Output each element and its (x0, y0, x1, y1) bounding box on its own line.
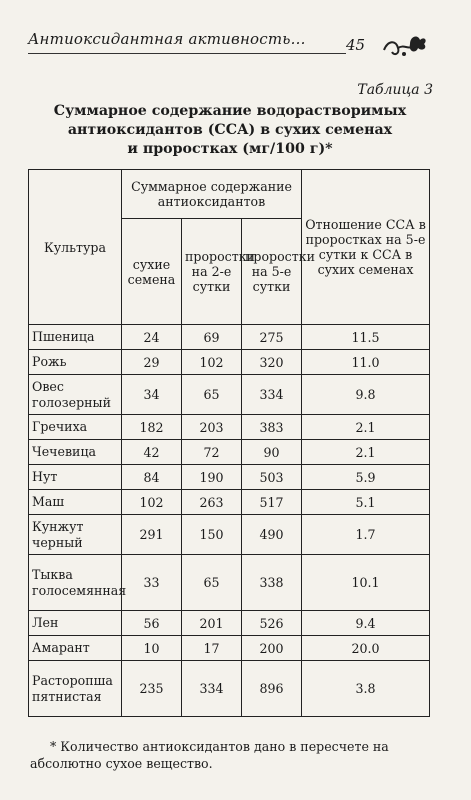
table-title-line: и проростках (мг/100 г)* (127, 141, 333, 157)
table-row (29, 555, 430, 611)
table-title-line: Суммарное содержание водорастворимых (53, 103, 407, 119)
day2-cell: 65 (182, 375, 242, 415)
table-row (29, 350, 430, 375)
crop-cell: Тыква голосемянная (29, 555, 122, 611)
ratio-cell: 9.8 (302, 375, 430, 415)
crop-cell: Амарант (29, 636, 122, 661)
table-row (29, 375, 430, 415)
dry-seeds-cell: 84 (122, 465, 182, 490)
day5-cell: 383 (242, 415, 302, 440)
table-row (29, 515, 430, 555)
table-row (29, 611, 430, 636)
crop-cell: Пшеница (29, 325, 122, 350)
ratio-cell: 5.1 (302, 490, 430, 515)
table-label: Таблица 3 (357, 82, 433, 98)
header-day2: проростки на 2-е сутки (182, 219, 242, 325)
day5-cell: 490 (242, 515, 302, 555)
header-day5: проростки на 5-е сутки (242, 219, 302, 325)
table-row (29, 465, 430, 490)
header-group: Суммарное содержание антиоксидантов (122, 170, 302, 219)
table-title-line: антиоксидантов (ССА) в сухих семенах (67, 122, 393, 138)
antioxidant-table (28, 169, 430, 717)
floral-ornament-icon (380, 30, 430, 62)
dry-seeds-cell: 235 (122, 661, 182, 717)
dry-seeds-cell: 182 (122, 415, 182, 440)
table-row (29, 661, 430, 717)
ratio-cell: 11.5 (302, 325, 430, 350)
day5-cell: 517 (242, 490, 302, 515)
crop-cell: Кунжут черный (29, 515, 122, 555)
day2-cell: 201 (182, 611, 242, 636)
crop-cell: Гречиха (29, 415, 122, 440)
ratio-cell: 3.8 (302, 661, 430, 717)
day5-cell: 90 (242, 440, 302, 465)
day5-cell: 526 (242, 611, 302, 636)
dry-seeds-cell: 34 (122, 375, 182, 415)
day2-cell: 17 (182, 636, 242, 661)
table-row (29, 440, 430, 465)
ratio-cell: 9.4 (302, 611, 430, 636)
ratio-cell: 2.1 (302, 415, 430, 440)
day2-cell: 65 (182, 555, 242, 611)
dry-seeds-cell: 33 (122, 555, 182, 611)
dry-seeds-cell: 24 (122, 325, 182, 350)
day5-cell: 896 (242, 661, 302, 717)
header-crop: Культура (29, 170, 122, 325)
day2-cell: 203 (182, 415, 242, 440)
header-ratio: Отношение ССА в проростках на 5-е сутки к ССА в сухих семенах (302, 170, 430, 325)
header-rule (28, 53, 346, 54)
day5-cell: 275 (242, 325, 302, 350)
crop-cell: Лен (29, 611, 122, 636)
crop-cell: Маш (29, 490, 122, 515)
crop-cell: Нут (29, 465, 122, 490)
crop-cell: Чечевица (29, 440, 122, 465)
table-row (29, 490, 430, 515)
ratio-cell: 5.9 (302, 465, 430, 490)
dry-seeds-cell: 10 (122, 636, 182, 661)
table-row (29, 415, 430, 440)
page-header (24, 26, 454, 66)
ratio-cell: 2.1 (302, 440, 430, 465)
crop-cell: Рожь (29, 350, 122, 375)
ratio-cell: 1.7 (302, 515, 430, 555)
table-row (29, 325, 430, 350)
dry-seeds-cell: 42 (122, 440, 182, 465)
table-row (29, 636, 430, 661)
page-number: 45 (346, 36, 366, 54)
crop-cell: Овес голозерный (29, 375, 122, 415)
dry-seeds-cell: 56 (122, 611, 182, 636)
day5-cell: 503 (242, 465, 302, 490)
day2-cell: 69 (182, 325, 242, 350)
dry-seeds-cell: 29 (122, 350, 182, 375)
day2-cell: 190 (182, 465, 242, 490)
day2-cell: 72 (182, 440, 242, 465)
day5-cell: 334 (242, 375, 302, 415)
header-dry-seeds: сухие семена (122, 219, 182, 325)
day5-cell: 338 (242, 555, 302, 611)
day5-cell: 320 (242, 350, 302, 375)
day2-cell: 334 (182, 661, 242, 717)
ratio-cell: 20.0 (302, 636, 430, 661)
dry-seeds-cell: 102 (122, 490, 182, 515)
day2-cell: 102 (182, 350, 242, 375)
dry-seeds-cell: 291 (122, 515, 182, 555)
day2-cell: 150 (182, 515, 242, 555)
day2-cell: 263 (182, 490, 242, 515)
day5-cell: 200 (242, 636, 302, 661)
ratio-cell: 11.0 (302, 350, 430, 375)
ratio-cell: 10.1 (302, 555, 430, 611)
crop-cell: Расторопша пятнистая (29, 661, 122, 717)
footnote: * Количество антиоксидантов дано в пересчете на абсолютно сухое вещество. (30, 739, 389, 771)
running-title: Антиоксидантная активность... (28, 30, 306, 48)
table-title (30, 102, 430, 159)
